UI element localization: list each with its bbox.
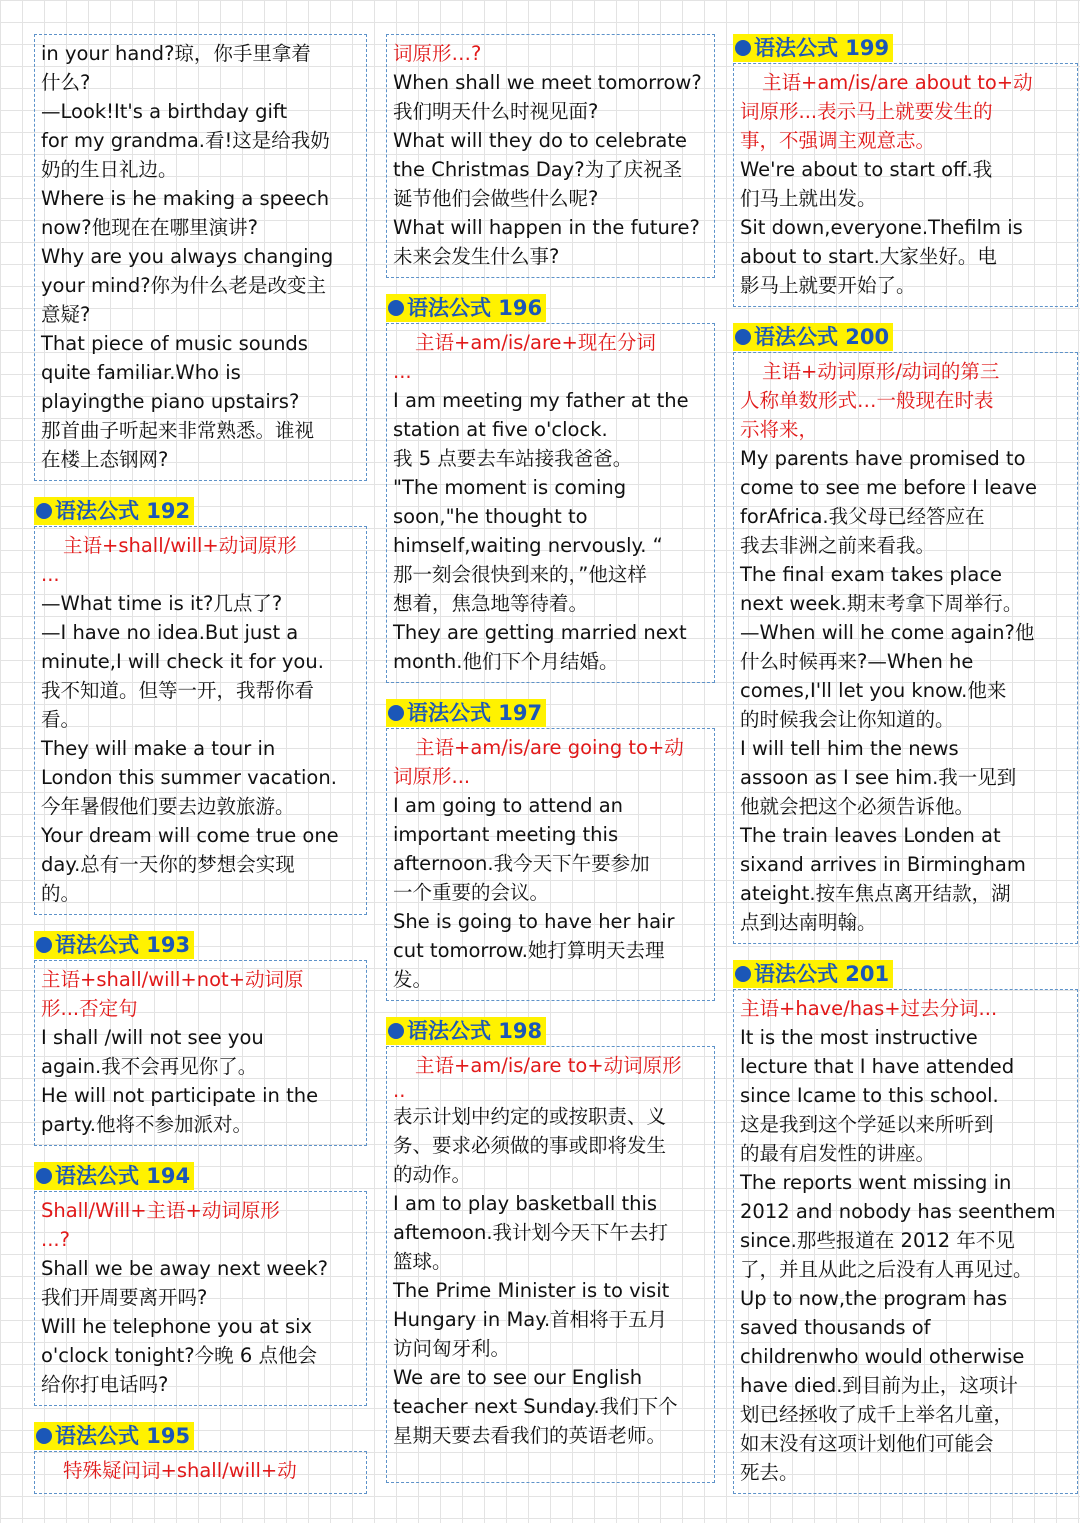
text-line: 我 5 点要去车站接我爸爸。 <box>393 447 633 470</box>
text-line: o'clock tonight?今晚 6 点他会 <box>41 1344 317 1367</box>
text-line: come to see me before I leave <box>740 476 1037 499</box>
section-heading-192: 语法公式 192 <box>34 497 194 525</box>
text-line: your mind?你为什么老是改变主 <box>41 274 327 297</box>
formula-line: 主语+shall/will+动词原形 <box>63 534 297 557</box>
formula-line: 词原形... <box>393 765 471 788</box>
text-line: The train leaves Londen at <box>740 824 1001 847</box>
text-line: 我们开周要离开吗? <box>41 1286 208 1309</box>
text-line: It is the most instructive <box>740 1026 978 1049</box>
section-heading-201: 语法公式 201 <box>733 960 893 988</box>
text-line: I am going to attend an <box>393 794 624 817</box>
text-line: 看。 <box>41 708 81 731</box>
text-line: sixand arrives in Birmingham <box>740 853 1026 876</box>
text-line: 影马上就要开始了。 <box>740 274 916 297</box>
text-line: 今年暑假他们要去边敦旅游。 <box>41 795 295 818</box>
bullet-dot-icon <box>36 1168 52 1184</box>
section-heading-194: 语法公式 194 <box>34 1162 194 1190</box>
column-1 <box>34 34 367 1494</box>
text-line: When shall we meet tomorrow? <box>393 71 702 94</box>
text-line: Hungary in May.首相将于五月 <box>393 1308 668 1331</box>
text-line: 未来会发生什么事? <box>393 245 560 268</box>
text-line: They will make a tour in <box>41 737 276 760</box>
bullet-dot-icon <box>36 1428 52 1444</box>
text-line: My parents have promised to <box>740 447 1026 470</box>
formula-line: 形...否定句 <box>41 997 138 1020</box>
section-heading-200: 语法公式 200 <box>733 323 893 351</box>
text-line: 2012 and nobody has seenthem <box>740 1200 1056 1223</box>
text-line: That piece of music sounds <box>41 332 308 355</box>
text-line: We are to see our English <box>393 1366 643 1389</box>
text-line: cut tomorrow.她打算明天去理 <box>393 939 665 962</box>
text-line: teacher next Sunday.我们下个 <box>393 1395 678 1418</box>
card-196 <box>386 323 715 683</box>
card-198 <box>386 1046 715 1483</box>
text-line: I will tell him the news <box>740 737 959 760</box>
text-line: 想着，焦急地等待着。 <box>393 592 589 615</box>
text-line: 点到达南明翰。 <box>740 911 877 934</box>
text-line: The reports went missing in <box>740 1171 1012 1194</box>
text-line: again.我不会再见你了。 <box>41 1055 258 1078</box>
text-line: 我们明天什么时视见面? <box>393 100 599 123</box>
text-line: assoon as I see him.我一见到 <box>740 766 1017 789</box>
text-line: 死去。 <box>740 1461 799 1484</box>
bullet-dot-icon <box>36 503 52 519</box>
card-191-continued <box>34 34 367 481</box>
text-line: saved thousands of <box>740 1316 931 1339</box>
text-line: 的时候我会让你知道的。 <box>740 708 955 731</box>
text-line: 篮球。 <box>393 1250 452 1273</box>
text-line: The Prime Minister is to visit <box>393 1279 670 1302</box>
text-line: 星期天要去看我们的英语老师。 <box>393 1424 667 1447</box>
text-line: 那一刻会很快到来的，”他这样 <box>393 563 647 586</box>
text-line: the Christmas Day?为了庆祝圣 <box>393 158 683 181</box>
text-line: 诞节他们会做些什么呢? <box>393 187 599 210</box>
text-line: important meeting this <box>393 823 619 846</box>
text-line: afternoon.我今天下午要参加 <box>393 852 650 875</box>
text-line: childrenwho would otherwise <box>740 1345 1025 1368</box>
text-line: 访问匈牙利。 <box>393 1337 511 1360</box>
column-3 <box>733 34 1078 1494</box>
text-line: 们马上就出发。 <box>740 187 877 210</box>
formula-line: 主语+动词原形/动词的第三 <box>762 360 1000 383</box>
text-line: 我不知道。但等一开，我帮你看 <box>41 679 315 702</box>
text-line: Why are you always changing <box>41 245 334 268</box>
text-line: He will not participate in the <box>41 1084 319 1107</box>
text-line: "The moment is coming <box>393 476 627 499</box>
formula-line: 人称单数形式…一般现在时表 <box>740 389 994 412</box>
card-192 <box>34 526 367 915</box>
text-line: —What time is it?几点了? <box>41 592 283 615</box>
bullet-dot-icon <box>735 40 751 56</box>
text-line: party.他将不参加派对。 <box>41 1113 252 1136</box>
text-line: 务、要求必须做的事或即将发生 <box>393 1134 667 1157</box>
text-line: Sit down,everyone.Thefilm is <box>740 216 1023 239</box>
card-193 <box>34 960 367 1146</box>
text-line: now?他现在在哪里演讲? <box>41 216 258 239</box>
text-line: 给你打电话吗? <box>41 1373 169 1396</box>
text-line: 划已经拯收了成千上举名儿童， <box>740 1403 1014 1426</box>
formula-line: 词原形...表示马上就要发生的 <box>740 100 993 123</box>
text-line: What will happen in the future? <box>393 216 700 239</box>
text-line: I am meeting my father at the <box>393 389 689 412</box>
text-line: 表示计划中约定的或按职责、义 <box>393 1105 667 1128</box>
text-line: 的最有启发性的讲座。 <box>740 1142 936 1165</box>
formula-line: 主语+shall/will+not+动词原 <box>41 968 304 991</box>
text-line: 什么时候再来?—When he <box>740 650 974 673</box>
text-line: 的。 <box>41 882 81 905</box>
text-line: Your dream will come true one <box>41 824 339 847</box>
section-heading-197: 语法公式 197 <box>386 699 546 727</box>
bullet-dot-icon <box>388 1023 404 1039</box>
text-line: 发。 <box>393 968 433 991</box>
text-line: 他就会把这个必须告诉他。 <box>740 795 975 818</box>
text-line: comes,I'll let you know.他来 <box>740 679 1007 702</box>
text-line: 这是我到这个学延以来所听到 <box>740 1113 994 1136</box>
card-194 <box>34 1191 367 1406</box>
text-line: I shall /will not see you <box>41 1026 264 1049</box>
bullet-dot-icon <box>388 705 404 721</box>
section-heading-195: 语法公式 195 <box>34 1422 194 1450</box>
text-line: 的动作。 <box>393 1163 472 1186</box>
text-line: ateight.按车焦点离开结款，湖 <box>740 882 1011 905</box>
text-line: She is going to have her hair <box>393 910 675 933</box>
formula-line: 事，不强调主观意志。 <box>740 129 936 152</box>
card-195 <box>34 1451 367 1494</box>
text-line: 了，并且从此之后没有人再见过。 <box>740 1258 1033 1281</box>
text-line: aftemoon.我计划今天下午去打 <box>393 1221 669 1244</box>
text-line: himself,waiting nervously. “ <box>393 534 663 557</box>
text-line: We're about to start off.我 <box>740 158 993 181</box>
text-line: 那首曲子听起来非常熟悉。谁视 <box>41 419 315 442</box>
formula-line: 主语+am/is/are going to+动 <box>415 736 684 759</box>
formula-line: 主语+am/is/are to+动词原形 <box>415 1054 682 1077</box>
text-line: lecture that I have attended <box>740 1055 1015 1078</box>
text-line: 如末没有这项计划他们可能会 <box>740 1432 994 1455</box>
text-line: 一个重要的会议。 <box>393 881 550 904</box>
formula-line: 特殊疑问词+shall/will+动 <box>63 1459 297 1482</box>
text-line: for my grandma.看!这是给我奶 <box>41 129 330 152</box>
card-201 <box>733 989 1078 1494</box>
text-line: The final exam takes place <box>740 563 1003 586</box>
formula-line: Shall/Will+主语+动词原形 <box>41 1199 280 1222</box>
text-line: since Icame to this school. <box>740 1084 999 1107</box>
formula-line: 主语+have/has+过去分词... <box>740 997 998 1020</box>
bullet-dot-icon <box>735 966 751 982</box>
bullet-dot-icon <box>735 329 751 345</box>
formula-line: .. <box>393 1079 406 1102</box>
formula-line: 词原形…? <box>393 42 482 65</box>
text-line: next week.期末考拿下周举行。 <box>740 592 1023 615</box>
text-line: day.总有一天你的梦想会实现 <box>41 853 295 876</box>
text-line: forAfrica.我父母已经答应在 <box>740 505 985 528</box>
text-line: What will they do to celebrate <box>393 129 687 152</box>
formula-line: 主语+am/is/are+现在分词 <box>415 331 656 354</box>
bullet-dot-icon <box>36 937 52 953</box>
formula-line: ...? <box>41 1228 70 1251</box>
text-line: in your hand?琼，你手里拿着 <box>41 42 311 65</box>
text-line: London this summer vacation. <box>41 766 337 789</box>
card-195-continued <box>386 34 715 278</box>
text-line: Up to now,the program has <box>740 1287 1008 1310</box>
section-heading-193: 语法公式 193 <box>34 931 194 959</box>
text-line: month.他们下个月结婚。 <box>393 650 619 673</box>
text-line: about to start.大家坐好。电 <box>740 245 997 268</box>
section-heading-198: 语法公式 198 <box>386 1017 546 1045</box>
text-line: —When will he come again?他 <box>740 621 1035 644</box>
formula-line: ... <box>41 563 60 586</box>
section-heading-199: 语法公式 199 <box>733 34 893 62</box>
card-197 <box>386 728 715 1001</box>
text-line: 奶的生日礼边。 <box>41 158 178 181</box>
text-line: Where is he making a speech <box>41 187 330 210</box>
text-line: station at five o'clock. <box>393 418 608 441</box>
formula-line: 主语+am/is/are about to+动 <box>762 71 1033 94</box>
text-line: —I have no idea.But just a <box>41 621 299 644</box>
text-line: Will he telephone you at six <box>41 1315 313 1338</box>
formula-line: ... <box>393 360 412 383</box>
card-199 <box>733 63 1078 307</box>
text-line: minute,I will check it for you. <box>41 650 324 673</box>
text-line: —Look!It's a birthday gift <box>41 100 288 123</box>
text-line: since.那些报道在 2012 年不见 <box>740 1229 1015 1252</box>
text-line: I am to play basketball this <box>393 1192 658 1215</box>
text-line: playingthe piano upstairs? <box>41 390 300 413</box>
text-line: soon,"he thought to <box>393 505 588 528</box>
formula-line: 示将来， <box>740 418 819 441</box>
text-line: have died.到目前为止，这项计 <box>740 1374 1018 1397</box>
column-2 <box>386 34 715 1483</box>
text-line: 在楼上态钢网? <box>41 448 169 471</box>
text-line: 什么? <box>41 71 91 94</box>
text-line: Shall we be away next week? <box>41 1257 329 1280</box>
card-200 <box>733 352 1078 944</box>
text-line: quite familiar.Who is <box>41 361 241 384</box>
text-line: 我去非洲之前来看我。 <box>740 534 936 557</box>
text-line: 意疑? <box>41 303 91 326</box>
section-heading-196: 语法公式 196 <box>386 294 546 322</box>
bullet-dot-icon <box>388 300 404 316</box>
text-line: They are getting married next <box>393 621 687 644</box>
